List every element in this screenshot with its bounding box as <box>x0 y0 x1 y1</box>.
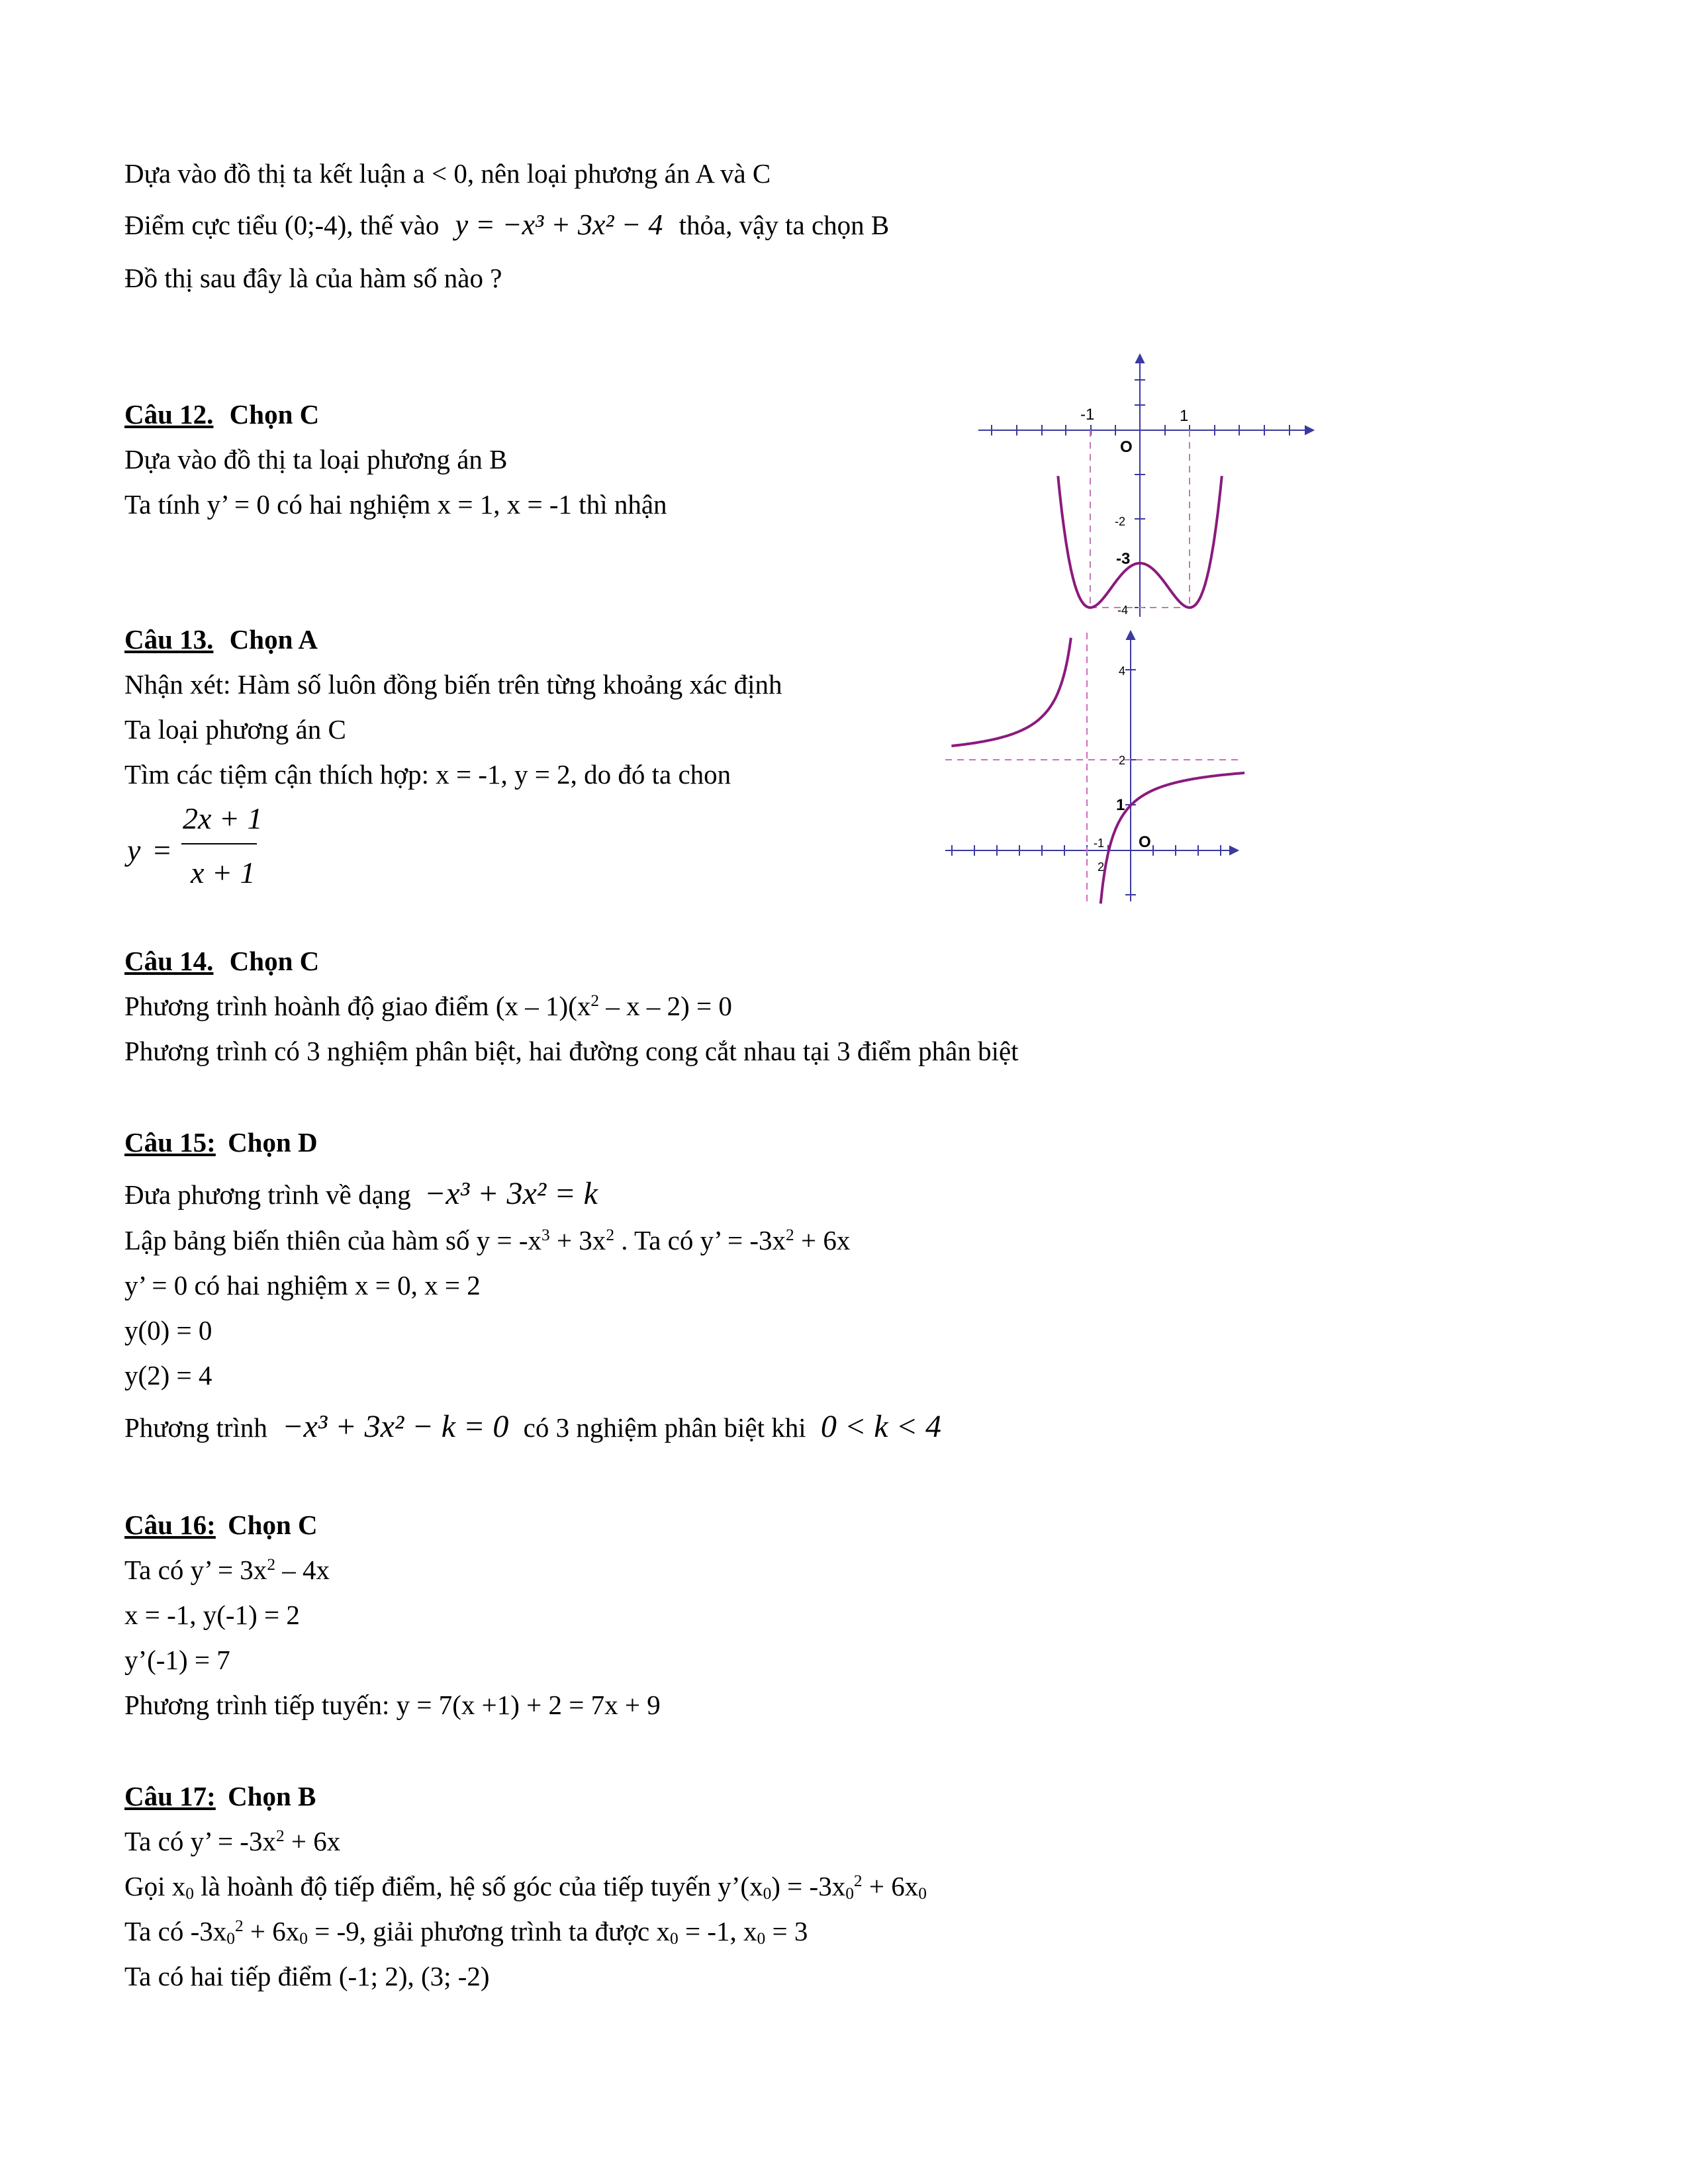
asymptotes <box>945 633 1238 904</box>
label-y-2: 2 <box>1119 754 1126 767</box>
question-12-heading <box>124 401 319 428</box>
question-15-line-1-text: Đưa phương trình về dạng <box>124 1179 411 1210</box>
q15-l2-b: + 3x <box>549 1225 606 1255</box>
formula-cubic: y = −x³ + 3x² − 4 <box>455 208 663 241</box>
label-y-minus-2: -2 <box>1115 515 1126 528</box>
exponent: 2 <box>786 1226 794 1245</box>
question-15-line-4: y(0) = 0 <box>124 1315 212 1345</box>
question-14-line-1-a: Phương trình hoành độ giao điểm (x – 1)(x <box>124 991 591 1021</box>
y-axis-arrow <box>1127 631 1135 639</box>
formula-eq-k: −x³ + 3x² = k <box>424 1176 598 1211</box>
exponent: 2 <box>590 991 600 1011</box>
question-13-line-1: Nhận xét: Hàm số luôn đồng biến trên từng khoảng xác định <box>124 669 782 700</box>
question-17-line-1 <box>124 1828 340 1855</box>
exponent: 2 <box>606 1226 615 1245</box>
fraction-bar <box>181 843 257 844</box>
question-14-choice: Chọn C <box>229 946 320 976</box>
question-16-choice: Chọn C <box>228 1510 318 1540</box>
label-x-minus-1: -1 <box>1094 837 1105 850</box>
question-14-line-1-b: – x – 2) = 0 <box>599 991 732 1021</box>
question-16-line-3: y’(-1) = 7 <box>124 1645 230 1675</box>
question-12-choice: Chọn C <box>229 399 320 430</box>
question-13-line-2: Ta loại phương án C <box>124 714 346 745</box>
q16-l1-b: – 4x <box>275 1555 330 1585</box>
intro-line-2 <box>124 210 889 240</box>
exponent: 2 <box>267 1555 276 1574</box>
subscript: 0 <box>299 1929 308 1948</box>
question-15-line-6 <box>124 1411 941 1443</box>
question-12-number: Câu 12. <box>124 399 214 430</box>
label-y-minus-3: -3 <box>1116 550 1131 568</box>
q17-l2-c: ) = -3x <box>771 1871 846 1901</box>
question-16-line-4: Phương trình tiếp tuyến: y = 7(x +1) + 2 = 7x + 9 <box>124 1690 661 1720</box>
exponent: 2 <box>234 1917 244 1936</box>
question-17-line-4: Ta có hai tiếp điểm (-1; 2), (3; -2) <box>124 1961 490 1991</box>
formula-inequality: 0 < k < 4 <box>820 1409 941 1444</box>
rational-curve-right-branch <box>1101 772 1244 903</box>
q17-l1-b: + 6x <box>284 1826 341 1856</box>
label-y-minus-4: -4 <box>1117 604 1129 617</box>
subscript: 0 <box>226 1929 235 1948</box>
intro-line-2-conclusion: thỏa, vậy ta chọn B <box>679 210 890 240</box>
subscript: 0 <box>763 1884 772 1903</box>
question-14-line-1 <box>124 993 732 1020</box>
question-17-line-2 <box>124 1871 927 1903</box>
label-y-4: 4 <box>1119 664 1126 678</box>
question-16-heading <box>124 1512 318 1539</box>
quartic-graph <box>973 351 1317 629</box>
q15-l2-c: . Ta có y’ = -3x <box>614 1225 786 1255</box>
exponent: 3 <box>541 1226 550 1245</box>
intro-line-2-text: Điểm cực tiểu (0;-4), thế vào <box>124 210 440 240</box>
question-15-line-5: y(2) = 4 <box>124 1360 212 1390</box>
question-13-choice: Chọn A <box>229 624 318 655</box>
subscript: 0 <box>918 1884 927 1903</box>
q16-l1-a: Ta có y’ = 3x <box>124 1555 267 1585</box>
subscript: 0 <box>845 1884 854 1903</box>
label-y-1: 1 <box>1116 796 1125 814</box>
q15-l6-b: có 3 nghiệm phân biệt khi <box>523 1412 806 1443</box>
question-16-number: Câu 16: <box>124 1510 216 1540</box>
q15-l2-d: + 6x <box>794 1225 851 1255</box>
question-15-line-2 <box>124 1227 850 1254</box>
intro-line-3: Đồ thị sau đây là của hàm số nào ? <box>124 263 502 293</box>
question-14-number: Câu 14. <box>124 946 214 976</box>
question-16-line-2: x = -1, y(-1) = 2 <box>124 1600 300 1630</box>
question-15-heading <box>124 1129 318 1156</box>
q17-l3-a: Ta có -3x <box>124 1916 227 1946</box>
question-17-choice: Chọn B <box>228 1781 316 1811</box>
question-15-line-3: y’ = 0 có hai nghiệm x = 0, x = 2 <box>124 1270 481 1300</box>
label-x-1: 1 <box>1180 407 1189 425</box>
exponent: 2 <box>275 1827 285 1846</box>
subscript: 0 <box>185 1884 194 1903</box>
question-12-line-2: Ta tính y’ = 0 có hai nghiệm x = 1, x = -1 thì nhận <box>124 489 667 520</box>
question-15-line-1 <box>124 1178 598 1210</box>
label-origin: O <box>1139 833 1151 851</box>
q17-l2-d: + 6x <box>862 1871 919 1901</box>
question-17-number: Câu 17: <box>124 1781 216 1811</box>
label-x-minus-1: -1 <box>1080 406 1095 424</box>
q17-l3-d: = -1, x <box>678 1916 757 1946</box>
q17-l3-b: + 6x <box>243 1916 300 1946</box>
q17-l2-a: Gọi x <box>124 1871 186 1901</box>
question-13-number: Câu 13. <box>124 624 214 655</box>
question-14-line-2: Phương trình có 3 nghiệm phân biệt, hai đường cong cắt nhau tại 3 điểm phân biệt <box>124 1036 1019 1066</box>
q17-l1-a: Ta có y’ = -3x <box>124 1826 276 1856</box>
q15-l6-a: Phương trình <box>124 1412 267 1443</box>
fraction-numerator: 2x + 1 <box>183 801 263 835</box>
question-14-heading <box>124 948 319 975</box>
question-17-heading <box>124 1783 316 1810</box>
exponent: 2 <box>853 1872 863 1891</box>
question-13-line-3: Tìm các tiệm cận thích hợp: x = -1, y = 2, do đó ta chon <box>124 759 731 790</box>
subscript: 0 <box>757 1929 766 1948</box>
rational-graph <box>940 622 1244 907</box>
question-12-line-1: Dựa vào đồ thị ta loại phương án B <box>124 444 508 475</box>
label-minus-2: 2 <box>1098 860 1105 874</box>
fraction-denominator: x + 1 <box>191 856 256 889</box>
question-15-number: Câu 15: <box>124 1127 216 1158</box>
fraction-equals: = <box>154 833 171 867</box>
q15-l2-a: Lập bảng biến thiên của hàm số y = -x <box>124 1225 541 1255</box>
q17-l3-e: = 3 <box>765 1916 808 1946</box>
question-15-choice: Chọn D <box>228 1127 318 1158</box>
x-axis-arrow <box>1230 846 1238 854</box>
label-origin: O <box>1120 438 1133 456</box>
fraction-formula <box>124 801 283 893</box>
subscript: 0 <box>670 1929 679 1948</box>
rational-curve-left-branch <box>951 638 1070 746</box>
intro-line-1: Dựa vào đồ thị ta kết luận a < 0, nên loại phương án A và C <box>124 158 771 189</box>
question-16-line-1 <box>124 1557 330 1584</box>
formula-eq-k0: −x³ + 3x² − k = 0 <box>282 1409 509 1444</box>
question-17-line-3 <box>124 1916 808 1948</box>
q17-l2-b: là hoành độ tiếp điểm, hệ số góc của tiếp tuyến y’(x <box>193 1871 763 1901</box>
y-axis-arrow <box>1136 355 1144 363</box>
x-axis-arrow <box>1305 426 1313 434</box>
q17-l3-c: = -9, giải phương trình ta được x <box>307 1916 671 1946</box>
question-13-heading <box>124 626 318 653</box>
fraction-lhs: y <box>127 833 141 867</box>
